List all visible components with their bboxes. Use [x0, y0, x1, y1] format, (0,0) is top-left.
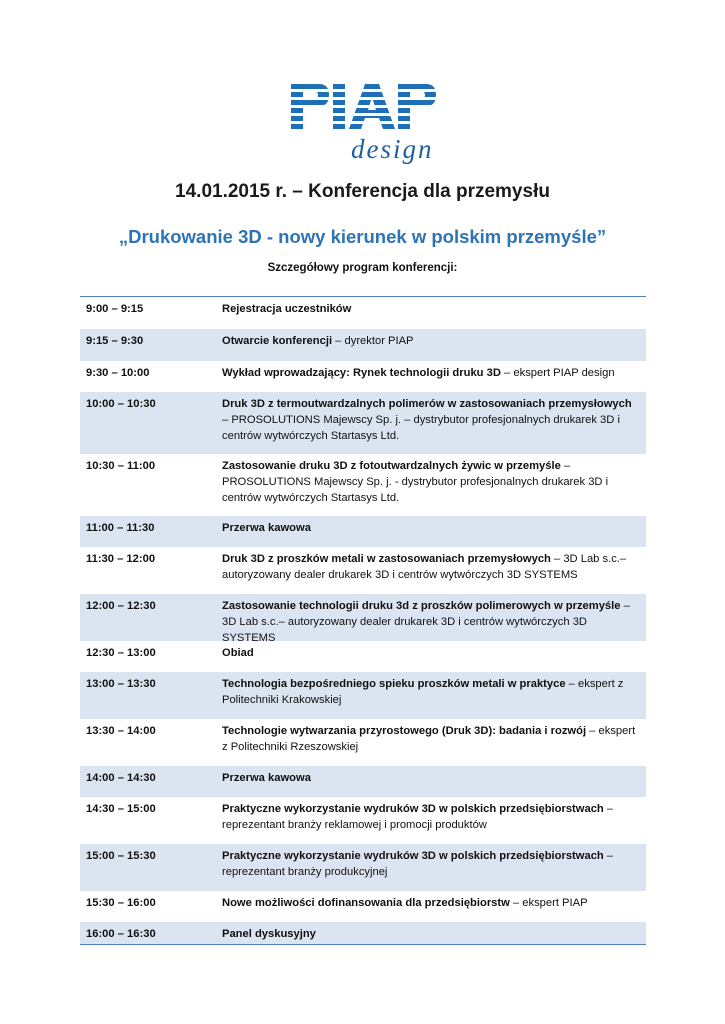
- schedule-time: 13:00 – 13:30: [86, 678, 156, 690]
- session-title: Praktyczne wykorzystanie wydruków 3D w polskich przedsiębiorstwach: [222, 803, 604, 815]
- schedule-row: [80, 594, 646, 644]
- schedule-time: 11:00 – 11:30: [86, 522, 155, 534]
- schedule-row: [80, 891, 646, 922]
- session-title: Praktyczne wykorzystanie wydruków 3D w polskich przedsiębiorstwach: [222, 850, 604, 862]
- schedule-time: 12:00 – 12:30: [86, 600, 156, 612]
- schedule-time: 14:30 – 15:00: [86, 803, 156, 815]
- session-title: Rejestracja uczestników: [222, 303, 352, 315]
- session-title: Technologie wytwarzania przyrostowego (Druk 3D): badania i rozwój: [222, 725, 587, 737]
- session-title: Zastosowanie druku 3D z fotoutwardzalnych żywic w przemyśle: [222, 460, 561, 472]
- schedule-time: 10:00 – 10:30: [86, 398, 156, 410]
- schedule-row: [80, 547, 646, 594]
- schedule-time: 12:30 – 13:00: [86, 647, 156, 659]
- piap-logo-graphic: [289, 84, 439, 168]
- schedule-row: [80, 641, 646, 672]
- piap-design-logo: [289, 84, 439, 168]
- schedule-description: [222, 641, 644, 672]
- schedule-table: [80, 296, 646, 945]
- schedule-time: 13:30 – 14:00: [86, 725, 156, 737]
- schedule-description: [222, 672, 644, 719]
- session-title: Przerwa kawowa: [222, 772, 311, 784]
- schedule-time: 11:30 – 12:00: [86, 553, 156, 565]
- schedule-row: [80, 844, 646, 891]
- schedule-description: [222, 392, 644, 454]
- schedule-row: [80, 766, 646, 797]
- session-speaker: – PROSOLUTIONS Majewscy Sp. j. – dystrybutor profesjonalnych drukarek 3D i centrów wytwórczych Startasys Ltd.: [222, 414, 620, 442]
- schedule-description: [222, 766, 644, 797]
- schedule-description: [222, 922, 644, 944]
- session-speaker: – PROSOLUTIONS Majewscy Sp. j. - dystrybutor profesjonalnych drukarek 3D i centrów wytwórczych Startasys Ltd.: [222, 460, 609, 504]
- session-title: Technologia bezpośredniego spieku proszków metali w praktyce: [222, 678, 566, 690]
- schedule-description: [222, 547, 644, 594]
- session-title: Panel dyskusyjny: [222, 928, 316, 940]
- session-title: Wykład wprowadzający: Rynek technologii druku 3D: [222, 367, 501, 379]
- schedule-description: [222, 361, 644, 392]
- schedule-row: [80, 297, 646, 329]
- schedule-description: [222, 797, 644, 844]
- session-speaker: – ekspert z Politechniki Rzeszowskiej: [222, 725, 636, 753]
- schedule-time: 15:30 – 16:00: [86, 897, 156, 909]
- schedule-description: [222, 844, 644, 891]
- schedule-description: [222, 297, 644, 329]
- page-title: 14.01.2015 r. – Konferencja dla przemysłu: [175, 181, 550, 202]
- schedule-row: [80, 797, 646, 844]
- schedule-description: [222, 329, 644, 361]
- session-speaker: – ekspert PIAP design: [500, 367, 615, 379]
- schedule-time: 9:30 – 10:00: [86, 367, 150, 379]
- schedule-time: 16:00 – 16:30: [86, 928, 156, 940]
- schedule-time: 9:00 – 9:15: [86, 303, 144, 315]
- session-speaker: – ekspert PIAP: [509, 897, 588, 909]
- conference-subtitle: „Drukowanie 3D - nowy kierunek w polskim przemyśle”: [118, 226, 607, 247]
- schedule-row: [80, 392, 646, 454]
- session-title: Druk 3D z termoutwardzalnych polimerów w zastosowaniach przemysłowych: [222, 398, 632, 410]
- schedule-time: 15:00 – 15:30: [86, 850, 156, 862]
- schedule-row: [80, 516, 646, 547]
- schedule-row: [80, 672, 646, 719]
- session-speaker: – dyrektor PIAP: [332, 335, 414, 347]
- session-title: Obiad: [222, 647, 254, 659]
- schedule-description: [222, 891, 644, 922]
- schedule-description: [222, 516, 644, 547]
- session-speaker: – ekspert z Politechniki Krakowskiej: [222, 678, 624, 706]
- schedule-description: [222, 454, 644, 516]
- schedule-row: [80, 361, 646, 392]
- schedule-description: [222, 719, 644, 766]
- session-title: Nowe możliwości dofinansowania dla przedsiębiorstw: [222, 897, 510, 909]
- session-title: Zastosowanie technologii druku 3d z proszków polimerowych w przemyśle: [222, 600, 621, 612]
- session-title: Otwarcie konferencji: [222, 335, 333, 347]
- schedule-time: 10:30 – 11:00: [86, 460, 156, 472]
- schedule-row: [80, 922, 646, 944]
- session-title: Przerwa kawowa: [222, 522, 311, 534]
- session-title: Druk 3D z proszków metali w zastosowaniach przemysłowych: [222, 553, 551, 565]
- schedule-time: 9:15 – 9:30: [86, 335, 144, 347]
- schedule-row: [80, 329, 646, 361]
- logo-tagline: design: [351, 134, 434, 164]
- schedule-time: 14:00 – 14:30: [86, 772, 156, 784]
- session-speaker: – reprezentant branży produkcyjnej: [222, 850, 614, 878]
- session-speaker: – 3D Lab s.c.– autoryzowany dealer drukarek 3D i centrów wytwórczych 3D SYSTEMS: [222, 600, 630, 644]
- schedule-row: [80, 454, 646, 516]
- session-speaker: – 3D Lab s.c.– autoryzowany dealer drukarek 3D i centrów wytwórczych 3D SYSTEMS: [222, 553, 627, 581]
- program-label: Szczegółowy program konferencji:: [267, 262, 458, 274]
- session-speaker: – reprezentant branży reklamowej i promocji produktów: [222, 803, 614, 831]
- schedule-description: [222, 594, 644, 644]
- schedule-row: [80, 719, 646, 766]
